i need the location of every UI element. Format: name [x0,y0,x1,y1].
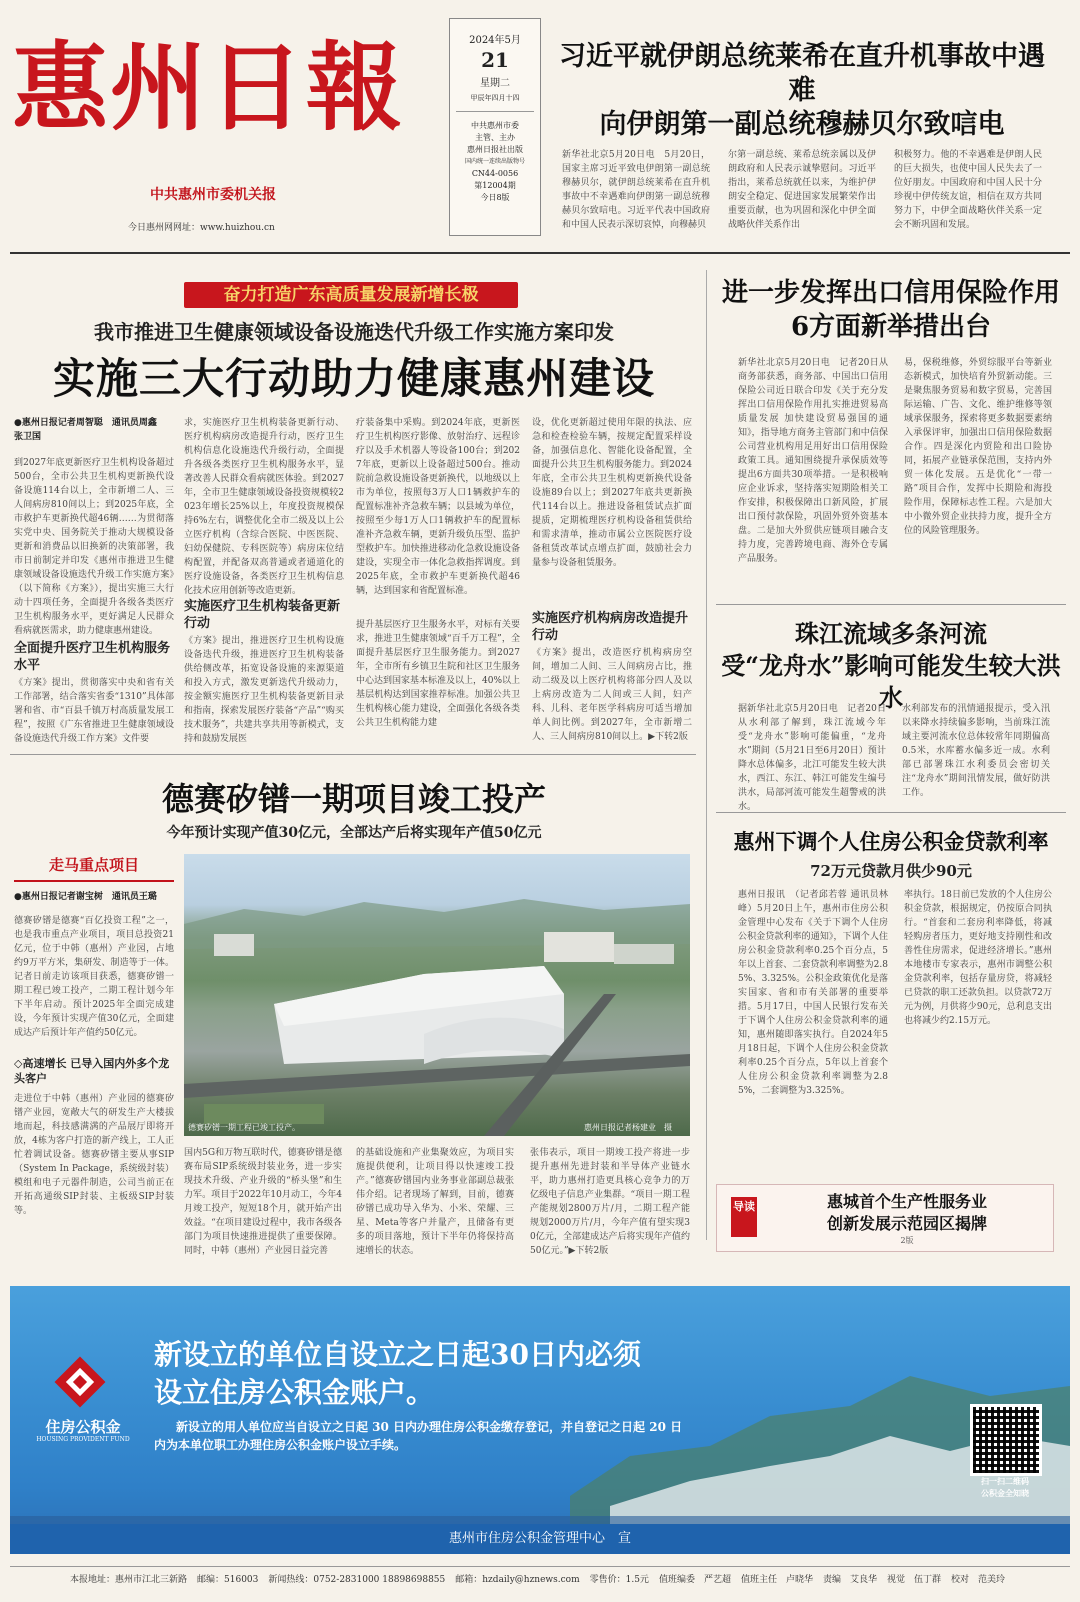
issue-number: 第12004期 [474,181,516,190]
fund-story-title: 惠州下调个人住房公积金贷款利率 [733,829,1049,854]
date-box [449,18,541,236]
main-story-byline: ●惠州日报记者周智聪 通讯员周鑫 张卫国 [14,418,166,442]
main-story-tag-text: 奋力打造广东高质量发展新增长极 [223,285,479,305]
flood-title-line-2: 受“龙舟水”影响可能发生较大洪水 [721,651,1061,712]
main-col-3-text-2: 提升基层医疗卫生服务水平，对标有关要求，推进卫生健康领域“百千万工程”，全面提升基层医疗卫生服务能力。到2027年，全市所有乡镇卫生院和社区卫生服务中心达到国家基本标准及以上，40%以上基层机构达到国家推荐标准。加强公共卫生机构核心能力建设，全面强化各级各类公共卫生机构能力建 [356,620,521,728]
desai-story-title: 德赛矽镨一期项目竣工投产 [161,780,546,818]
ad-sponsor: 惠州市住房公积金管理中心 宣 [448,1531,631,1546]
sponsor-line-1: 中共惠州市委 [471,121,519,130]
guide-title [767,1191,1047,1235]
column-tag-text: 走马重点项目 [48,856,139,874]
flood-story-title [716,618,1066,714]
ad-body-line-2: 内为本单位职工办理住房公积金账户设立手续。 [154,1438,407,1452]
export-title-line-1: 进一步发挥出口信用保险作用 [721,278,1060,308]
desai-col-text: 德赛矽镨是德赛“百亿投资工程”之一，也是我市重点产业项目，项目总投资21亿元，位于中韩（惠州）产业园，占地约9万平方米，集研发、制造等于一体。记者日前走访该项目获悉，德赛矽镨一期工程已竣工投产，二期工程计划今年下半年启动。预计2025年全面完成建设，今年预计实现产值30亿元，全面建成达产后预计年产值约50亿元。 [14,916,174,1038]
sponsor-line-2: 主管、主办 [475,133,515,142]
fund-story-subtitle: 72万元贷款月供少90元 [810,862,972,880]
ad-headline [154,1336,854,1412]
date-weekday: 星期二 [480,78,510,89]
lead-title-line-1: 习近平就伊朗总统莱希在直升机事故中遇难 [559,41,1045,106]
masthead-divider [10,252,1070,254]
main-story-tag [184,282,518,308]
masthead-website: 今日惠州网网址：www.huizhou.cn [128,223,275,233]
desai-bottom-col-1: 国内5G和万物互联时代，德赛矽镨是德赛布局SIP系统级封装业务，进一步实现技术升级、产业升级的“桥头堡”和生力军。项目于2022年10月动工，今年4月竣工投产，短短18个月，就开始产出效益。“在项目建设过程中，我市各级各部门为项目快速推进提供了重要保障。同时，中韩（惠州）产业园日益完善 [184,1148,342,1256]
fund-story-col-2: 率执行。18日前已发放的个人住房公积金贷款，根据规定，仍按原合同执行。“首套和二套房利率降低，将减轻购房者压力，更好地支持刚性和改善性住房需求，促进经济增长。”惠州本地楼市专家表示，惠州市调整公积金贷款利率，包括存量房贷，将减轻已贷款的职工还款负担。以贷款72万元为例，月供将少90元，总利息支出也将减少约2.15万元。 [904,890,1052,1026]
footer-visual: 视觉 伍丁群 [886,1575,941,1585]
export-title-line-2: 6方面新举措出台 [790,312,992,342]
flood-story-col-2: 水利部发布的汛情通报提示，受入汛以来降水持续偏多影响，当前珠江流域主要河流水位总体较常年同期偏高0.5米，水库蓄水偏多近一成。水利部已部署珠江水利委员会密切关注“龙舟水”期间汛情发展，做好防洪工作。 [902,704,1050,798]
qr-caption-2: 公积金全知晓 [981,1488,1029,1498]
desai-bottom-col-2: 的基础设施和产业集聚效应，为项目实施提供便利，让项目得以快速竣工投产。”德赛矽镨国内业务事业部副总裁张伟介绍。记者现场了解到，目前，德赛矽镨已成功导入华为、小米、荣耀、三星、Meta等客户并量产，且储备有更多的项目落地，预计下半年仍将保持高速增长的状态。 [356,1148,514,1256]
footer [70,1572,1070,1585]
flood-title-line-1: 珠江流域多条河流 [795,619,987,648]
footer-price: 零售价：1.5元 [589,1575,649,1585]
main-col-1-text-2: 《方案》提出，贯彻落实中央和省有关工作部署，结合落实省委“1310”具体部署和省、市“百县千镇万村高质量发展工程”，按照《广东省推进卫生健康领域设备设施迭代升级工作方案》文件要 [14,678,174,744]
main-col-2-text: 求，实施医疗卫生机构装备更新行动、医疗机构病房改造提升行动，医疗卫生机构信息化设施迭代升级行动，全面提升各级各类医疗卫生机构服务水平，显著改善人民群众看病就医体验。到2027年，全市卫生健康领域设备投资规模较2023年增长25%以上，年度投资规模保持6%左右，调整优化全市二级及以上公立医疗机构（含综合医院、中医医院、妇幼保健院、专科医院等）病房床位结构配置，并配备双高普通或者通道化的医疗设施设备，各类医疗卫生机构信息化技术应用创新等改造更新。 [184,418,344,596]
fund-story-col-1: 惠州日报讯 （记者邱若蓉 通讯员林峰）5月20日上午，惠州市住房公积金管理中心发布《关于下调个人住房公积金贷款利率的通知》，下调个人住房公积金贷款利率0.25个百分点，5年以上首套、二套贷款利率调整为2.85%、3.325%。公积金政策优化是落实国家、省和市有关部署的重要举措。5月17日，中国人民银行发布关于下调个人住房公积金贷款利率的通知，惠州随即落实执行。自2024年5月18日起，下调个人住房公积金贷款利率0.25个百分点，5年以上首套个人住房公积金贷款利率调整为2.85%，二套调整为3.325%。 [738,890,888,1096]
date-day: 21 [481,48,509,72]
main-col-4-text-2: 《方案》提出，改造医疗机构病房空间，增加二人间、三人间病房占比，推动二级及以上医疗机构将部分四人及以上病房改造为二人间或三人间，妇产科、儿科、老年医学科病房可适当增加单人间比例。到2027年，全市新增二人、三人间病房810间以上。▶下转2版 [532,648,692,742]
guide-label: 导读 [731,1197,757,1237]
main-col-1-subhead: 全面提升医疗卫生机构服务水平 [14,641,171,673]
desai-bottom-col-3: 张伟表示，项目一期竣工投产将进一步提升惠州先进封装和半导体产业链水平，助力惠州打造更具核心竞争力的万亿级电子信息产业集群。“项目一期工程产能规划2800万片/月，二期工程产能规划2000万片/月，今年产值有望实现30亿元，全部建成达产后将实现年产值约50亿元。”▶下转2版 [530,1148,690,1256]
footer-proof: 校对 范美玲 [951,1575,1006,1585]
footer-duty-director: 值班主任 卢晓华 [740,1575,813,1585]
export-story-col-1: 新华社北京5月20日电 记者20日从商务部获悉，商务部、中国出口信用保险公司近日联合印发《关于充分发挥出口信用保险作用扎实推进贸易高质量发展 加快建设贸易强国的通知》，指导地方商务主管部门和中信保公司营业机构用足用好出口信用保险政策工具。通知围绕提升承保质效等提出6方面共30项举措。一是积极响应企业诉求，坚持落实短期险相关工作安排，积极保障出口新风险，扩展出口预付款保险，巩固外贸外资基本盘。二是加大外贸供应链项目融合支持力度，完善跨境电商、海外仓专属产品服务。 [738,358,888,564]
flood-story-col-1: 据新华社北京5月20日电 记者20日从水利部了解到，珠江流域今年受“龙舟水”影响可能偏重，“龙舟水”期间（5月21日至6月20日）预计降水总体偏多，北江可能发生较大洪水，西江、东江、韩江可能发生编号洪水，局部河流可能发生超警戒的洪水。 [738,704,886,812]
photo-caption: 德赛矽镨一期工程已竣工投产。 [188,1123,300,1132]
logo-en: HOUSING PROVIDENT FUND [36,1436,130,1443]
footer-address: 本报地址：惠州市江北三新路 [70,1575,188,1585]
guide-title-line-2: 创新发展示范园区揭牌 [826,1214,987,1233]
date-lunar: 甲辰年四月十四 [470,94,520,102]
qr-code[interactable] [970,1404,1042,1476]
main-col-2-subhead: 实施医疗卫生机构装备更新行动 [184,599,341,631]
cn-number: CN44-0056 [471,169,519,178]
page-count: 今日8版 [480,193,510,202]
ad-headline-line-2: 设立住房公积金账户。 [154,1376,435,1409]
lead-story-col-1: 新华社北京5月20日电 5月20日，国家主席习近平致电伊朗第一副总统穆赫贝尔，就伊朗总统莱希在直升机事故中不幸遇难向伊朗第一副总统穆赫贝尔致唁电。习近平代表中国政府和中国人民表示深切哀悼，向穆赫贝 [562,150,710,230]
main-col-2-text-2: 《方案》提出，推进医疗卫生机构设施设备迭代升级，推进医疗卫生机构装备供给侧改革，拓宽设备设施的来源渠道和投入方式，激发更新迭代升级动力，按金额实施医疗卫生机构装备更新目录和指南，探索发展医疗装备“产品”“购买技术服务”，共建共享共用等新模式，支持和鼓励发展医 [184,636,344,744]
right-divider-1 [716,604,1066,605]
lead-story-title [552,40,1052,142]
masthead-subtitle: 中共惠州市委机关报 [150,187,276,203]
main-col-4-text: 设，优化更新超过使用年限的执法、应急和检查检验车辆，按规定配置采样设备，加强信息化、智能化设备配置，全面提升公共卫生机构服务能力。到2024年底，全市公共卫生机构更新换代设备设施89台以上；到2027年底共更新换代114台以上。推进设备租赁试点扩面提质，定期梳理医疗机构设备租赁供给和需求清单，推动市属公立医院医疗设备租赁改革试点增点扩面，鼓励社会力量参与设备租赁服务。 [532,418,692,568]
ad-body-line-1: 新设立的用人单位应当自设立之日起 30 日内办理住房公积金缴存登记，并自登记之日起 20 日 [176,1420,683,1434]
guide-title-line-1: 惠城首个生产性服务业 [826,1192,987,1211]
lead-title-line-2: 向伊朗第一副总统穆赫贝尔致唁电 [599,109,1005,140]
factory-photo [184,854,690,1136]
column-divider [706,270,707,1240]
logo-cn: 住房公积金 [45,1418,121,1436]
issn-label: 国内统一连续出版物号 [464,158,525,165]
footer-postcode: 邮编：516003 [197,1575,259,1585]
desai-col-text-2: 走进位于中韩（惠州）产业园的德赛矽镨产业园，宽敞大气的研发生产大楼拔地而起，科技感满满的产品展厅即将开放，4栋为客户打造的新产线上，工人正忙着调试设备。德赛矽镨主要从事SIP（System In Package，系统级封装）模组和电子元器件制造，公司当前正在开拓高通级SIP封装、主板级SIP封装等。 [14,1094,174,1216]
lead-story-col-2: 尔第一副总统、莱希总统亲属以及伊朗政府和人民表示诚挚慰问。习近平指出，莱希总统就任以来，为维护伊朗安全稳定、促进国家发展繁荣作出重要贡献，也为巩固和深化中伊全面战略伙伴关系作出 [728,150,876,230]
right-divider-2 [716,812,1066,813]
column-tag [14,852,174,882]
main-col-4-subhead: 实施医疗机构病房改造提升行动 [532,611,689,643]
footer-duty-editor: 值班编委 严艺超 [658,1575,731,1585]
guide-page: 2版 [900,1236,914,1245]
main-col-1-text: 到2027年底更新医疗卫生机构设备超过500台，全市公共卫生机构更新换代设备设施114台以上，全市新增二人、三人间病房810间以上；到2025年底，全市救护车更新换代超46辆……为贯彻落实党中央、国务院关于推动大规模设备更新和消费品以旧换新的决策部署，我市日前制定并印发《惠州市推进卫生健康领域设备设施迭代升级工作实施方案》（以下简称《方案》），提出实施三大行动十四项任务，全面提升各级各类医疗卫生机构服务水平，更好满足人民群众看病就医需求，助力健康惠州建设。 [14,458,174,636]
export-story-title [716,276,1066,344]
ad-headline-line-1: 新设立的单位自设立之日起30日内必须 [154,1338,641,1371]
masthead-title: 惠州日報 [12,31,404,144]
footer-editor: 责编 艾良华 [822,1575,877,1585]
desai-byline: ●惠州日报记者谢宝树 通讯员王璐 [14,892,157,902]
ad-body [154,1418,874,1454]
housing-fund-logo-icon [50,1352,110,1412]
main-col-3-text: 疗装备集中采购。到2024年底，更新医疗卫生机构医疗影像、放射治疗、远程诊疗以及手术机器人等设备100台；到2027年底，更新以上设备超过500台。推动院前急救设施设备更新换代，以地级以上市为单位，按照每3万人口1辆救护车的配置标准补齐急救车辆；以县域为单位，按照至少每1万人口1辆救护车的配置标准补齐急救车辆，更新升级负压型、监护型救护车。加快推进移动化急救设施设备建设，实现全市一体化急救指挥调度。到2025年底，全市救护车更新换代超46辆，达到国家和省配置标准。 [356,418,520,596]
desai-story-subtitle: 今年预计实现产值30亿元，全部达产后将实现年产值50亿元 [166,825,542,841]
export-story-col-2: 易，保税维修，外贸综服平台等新业态新模式，加快培育外贸新动能。三是聚焦服务贸易和数字贸易，完善国际运输、广告、文化、维护维修等领域承保服务，探索将更多数据要素纳入承保评审，加强出口信用保险数据合作。四是深化内贸险和出口险协同，拓展产业链承保范围，支持内外贸一体化发展。五是优化“一带一路”项目合作，发挥中长期险和海投险作用，保障标志性工程。六是加大中小微外贸企业扶持力度，提升全方位的风险管理服务。 [904,358,1052,536]
footer-divider [10,1566,1070,1567]
main-story-subtitle: 我市推进卫生健康领域设备设施迭代升级工作实施方案印发 [94,320,614,344]
date-year-month: 2024年5月 [469,35,521,46]
qr-caption-1: 扫一扫二维码 [981,1476,1029,1486]
lead-story-col-3: 积极努力。他的不幸遇难是伊朗人民的巨大损失，也使中国人民失去了一位好朋友。中国政府和中国人民十分珍视中伊传统友谊，相信在双方共同努力下，中伊全面战略伙伴关系一定会不断巩固和发展。 [894,150,1042,230]
photo-credit: 惠州日报记者杨建业 摄 [584,1123,672,1132]
footer-email: 邮箱：hzdaily@hznews.com [455,1575,580,1585]
main-divider [10,754,696,755]
sponsor-line-3: 惠州日报社出版 [467,145,523,154]
guide-box[interactable] [716,1184,1054,1252]
footer-hotline: 新闻热线：0752-2831000 18898698855 [268,1575,446,1585]
desai-subhead: ◇高速增长 已导入国内外多个龙头客户 [14,1057,170,1085]
ad-sponsor-strip [10,1524,1070,1554]
factory-photo-illustration [184,854,690,1136]
ad-banner [10,1286,1070,1554]
main-story-title: 实施三大行动助力健康惠州建设 [52,354,655,403]
